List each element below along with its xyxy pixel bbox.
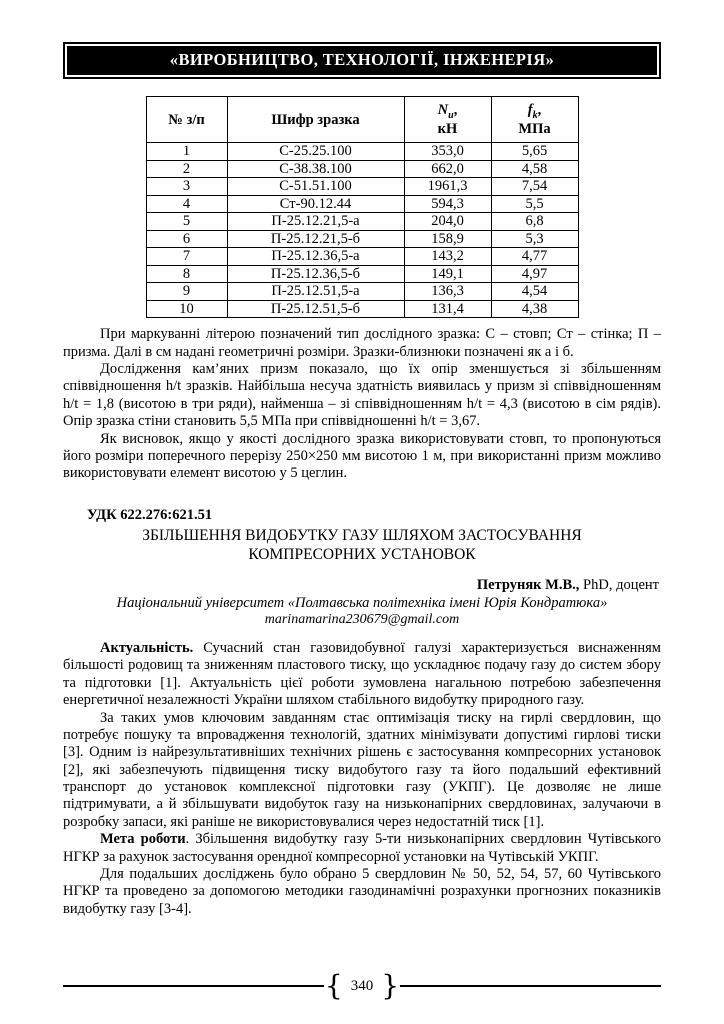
table-cell: 204,0 <box>404 213 491 231</box>
paragraph-relevance <box>63 640 661 710</box>
relevance-text: Сучасний стан газовидобувної галузі характеризується виснаженням більшості родовищ та зниженням пластового тиску, що ускладнює подачу газу до систем збору та підготовки [1]. Актуальність цієї роботи зумовлена нагальною потребою забезпечення енергетичної незалежності України шляхом стабільного видобутку природного газу. <box>63 639 661 709</box>
goal-lead: Мета роботи <box>100 831 186 848</box>
paragraph-goal <box>63 831 661 866</box>
table-cell: 9 <box>146 283 227 301</box>
table-cell: 7,54 <box>491 178 578 196</box>
table-cell: 10 <box>146 300 227 318</box>
table-row <box>146 160 578 178</box>
table-cell: 4,38 <box>491 300 578 318</box>
table-cell: 143,2 <box>404 248 491 266</box>
load-subscript: u <box>448 109 454 121</box>
table-cell: П-25.12.51,5-б <box>227 300 404 318</box>
table-cell: 131,4 <box>404 300 491 318</box>
paragraph-further-research: Для подальших досліджень було обрано 5 свердловин № 50, 52, 54, 57, 60 Чутівського НГКР та проведено за допомогою методики газодинамічні розрахунки прогнозних показників видобутку газу [3-4]. <box>63 866 661 917</box>
col-header-load <box>404 97 491 143</box>
table-cell: П-25.12.36,5-а <box>227 248 404 266</box>
relevance-lead: Актуальність. <box>100 639 194 656</box>
journal-banner <box>63 42 661 79</box>
load-unit: кН <box>437 121 458 138</box>
table-cell: 149,1 <box>404 265 491 283</box>
table-row <box>146 213 578 231</box>
table-cell: 8 <box>146 265 227 283</box>
table-cell: 1 <box>146 143 227 161</box>
table-cell: 4,77 <box>491 248 578 266</box>
table-cell: 5 <box>146 213 227 231</box>
table-cell: П-25.12.21,5-а <box>227 213 404 231</box>
table-row <box>146 265 578 283</box>
load-symbol: N <box>437 102 449 118</box>
table-cell: 5,5 <box>491 195 578 213</box>
table-cell: 158,9 <box>404 230 491 248</box>
col-header-number: № з/п <box>146 97 227 143</box>
paragraph-conclusion: Як висновок, якщо у якості дослідного зразка використовувати стовп, то пропонуються його розміри поперечного перерізу 250×250 мм висотою 1 м, при використанні призм можливо використовувати елемент висотою у 5 цеглин. <box>63 430 661 482</box>
strength-subscript: k <box>532 109 538 121</box>
author-affiliation: Національний університет «Полтавська політехніка імені Юрія Кондратюка» <box>116 594 608 611</box>
footer-rule-right <box>400 985 661 987</box>
table-cell: С-38.38.100 <box>227 160 404 178</box>
table-cell: 136,3 <box>404 283 491 301</box>
table-cell: П-25.12.36,5-б <box>227 265 404 283</box>
table-header-row <box>146 97 578 143</box>
goal-text: . Збільшення видобутку газу 5-ти низьконапірних свердловин Чутівського НГКР за рахунок застосування орендної компресорної установки на Чутівській УКПГ. <box>63 831 662 865</box>
col-header-specimen-code: Шифр зразка <box>227 97 404 143</box>
table-cell: 4,54 <box>491 283 578 301</box>
strength-unit: МПа <box>518 121 551 138</box>
table-cell: 6,8 <box>491 213 578 231</box>
table-row <box>146 143 578 161</box>
strength-comma: , <box>537 102 542 118</box>
table-cell: 1961,3 <box>404 178 491 196</box>
paragraph-marking-note: При маркуванні літерою позначений тип дослідного зразка: С – стовп; Ст – стінка; П – призма. Далі в см надані геометричні розміри. Зразки-близнюки позначені як а і б. <box>63 326 661 360</box>
table-cell: 5,65 <box>491 143 578 161</box>
table-cell: 5,3 <box>491 230 578 248</box>
page-footer <box>63 969 661 1002</box>
table-cell: 4 <box>146 195 227 213</box>
specimen-results-table <box>146 96 579 318</box>
table-row <box>146 178 578 196</box>
table-cell: 6 <box>146 230 227 248</box>
table-row <box>146 300 578 318</box>
right-brace-ornament: } <box>381 969 400 1002</box>
author-line <box>63 577 659 594</box>
table-cell: 7 <box>146 248 227 266</box>
journal-title: «ВИРОБНИЦТВО, ТЕХНОЛОГІЇ, ІНЖЕНЕРІЯ» <box>67 46 657 75</box>
left-brace-ornament: { <box>324 969 343 1002</box>
table-cell: П-25.12.21,5-б <box>227 230 404 248</box>
table-cell: С-51.51.100 <box>227 178 404 196</box>
table-row <box>146 248 578 266</box>
table-cell: 594,3 <box>404 195 491 213</box>
table-cell: 4,58 <box>491 160 578 178</box>
table-row <box>146 195 578 213</box>
article-title: ЗБІЛЬШЕННЯ ВИДОБУТКУ ГАЗУ ШЛЯХОМ ЗАСТОСУВАННЯ КОМПРЕСОРНИХ УСТАНОВОК <box>142 526 582 564</box>
footer-rule-left <box>63 985 324 987</box>
table-cell: Ст-90.12.44 <box>227 195 404 213</box>
udc-code: УДК 622.276:621.51 <box>87 506 213 523</box>
table-row <box>146 283 578 301</box>
table-cell: С-25.25.100 <box>227 143 404 161</box>
table-cell: 2 <box>146 160 227 178</box>
paragraph-prism-research: Дослідження кам’яних призм показало, що їх опір зменшується зі збільшенням співвідношення h/t зразків. Найбільша несуча здатність виявилась у призм зі співвідношенням h/t = 1,8 (висотою в три ряди), найменша – зі співвідношенням h/t = 4,3 (висотою в сім рядів). Опір зразка стіни становить 5,5 МПа при співвідношенні h/t = 3,67. <box>63 361 661 430</box>
table-cell: 353,0 <box>404 143 491 161</box>
author-name: Петруняк М.В., <box>476 576 580 593</box>
table-cell: П-25.12.51,5-а <box>227 283 404 301</box>
table-row <box>146 230 578 248</box>
author-degree: PhD, доцент <box>579 576 659 593</box>
col-header-strength <box>491 97 578 143</box>
paragraph-compressor-units: За таких умов ключовим завданням стає оптимізація тиску на гирлі свердловин, що потребує пошуку та впровадження технологій, здатних мінімізувати допустимі гирлові тиски [3]. Одним із найрезультативніших технічних рішень є застосування компресорних установок [2], які забезпечують підвищення тиску видобутого газу та його подальший ефективний транспорт до установок комплексної підготовки газу (УКПГ). Це дозволяє не лише підтримувати, а й збільшувати видобуток газу на низьконапірних свердловинах, залучаючи в розробку запаси, які раніше не використовувалися через недостатній тиск [1]. <box>63 709 661 830</box>
table-cell: 3 <box>146 178 227 196</box>
strength-symbol: f <box>527 102 533 118</box>
table-cell: 662,0 <box>404 160 491 178</box>
page-number: 340 <box>350 977 374 994</box>
table-cell: 4,97 <box>491 265 578 283</box>
author-email: marinamarina230679@gmail.com <box>264 611 460 627</box>
load-comma: , <box>453 102 458 118</box>
